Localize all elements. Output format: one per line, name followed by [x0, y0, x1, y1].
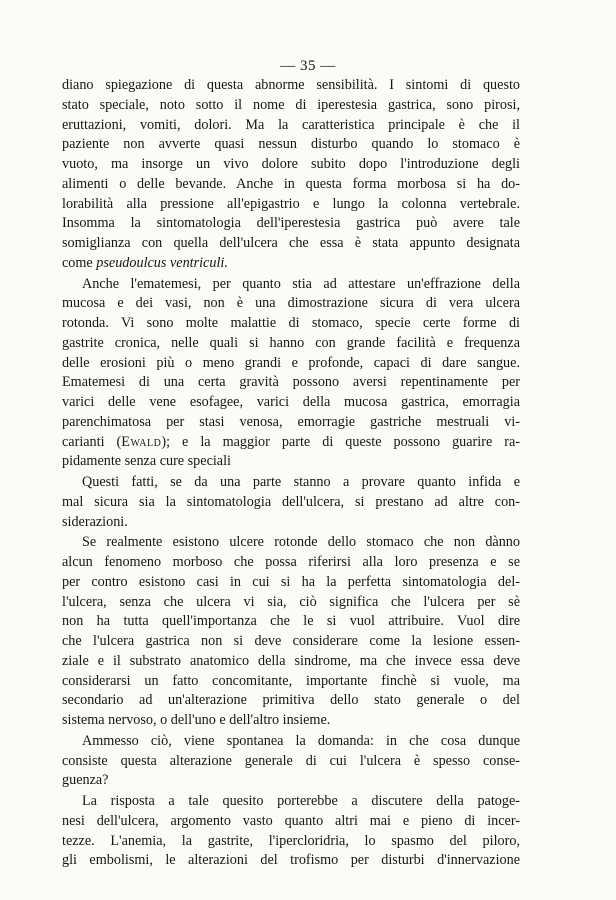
text-line: nesi dell'ulcera, argomento vasto quanto altri mai e pieno di incer- — [62, 812, 520, 829]
page-number: — 35 — — [280, 58, 336, 74]
text-line: varici delle vene esofagee, varici della mucosa gastrica, emorragia — [62, 394, 520, 410]
text-line: per contro esistono casi in cui si ha la perfetta sintomatologia del- — [62, 573, 520, 590]
text-line: alimenti o delle bevande. Anche in questa forma morbosa si ha do- — [62, 175, 520, 192]
text-line: guenza? — [62, 772, 109, 789]
text-line: paziente non avverte quasi nessun disturbo quando lo stomaco è — [62, 136, 520, 153]
text-line: ziale e il substrato anatomico della sindrome, ma che invece essa deve — [62, 652, 520, 669]
text-line: rotonda. Vi sono molte malattie di stomaco, specie certe forme di — [62, 315, 520, 331]
text-line: secondario ad un'alterazione primitiva dello stato generale o del — [62, 692, 520, 709]
text-run: carianti ( — [62, 433, 122, 450]
text-line: consiste questa alterazione generale di cui l'ulcera è spesso conse- — [62, 752, 520, 769]
text-line: eruttazioni, vomiti, dolori. Ma la caratteristica principale è che il — [62, 116, 520, 133]
paragraph-start: Ammesso ciò, viene spontanea la domanda: in che cosa dunque — [82, 732, 520, 749]
text-line: Ematemesi di una certa gravità possono aversi repentinamente per — [62, 374, 520, 391]
text-line: che l'ulcera gastrica non si deve considerare come la lesione essen- — [62, 633, 520, 649]
text-line: l'ulcera, senza che ulcera vi sia, ciò significa che l'ulcera per sè — [62, 593, 520, 610]
text-run: come — [62, 254, 97, 271]
text-line: sistema nervoso, o dell'uno e dell'altro insieme. — [62, 712, 331, 728]
text-line: vuoto, ma insorge un vivo dolore subito dopo l'introduzione degli — [62, 156, 520, 172]
text-line: lorabilità alla pressione all'epigastrio e lungo la colonna vertebrale. — [62, 195, 520, 212]
text-line: siderazioni. — [62, 513, 128, 530]
text-line: pidamente senza cure speciali — [62, 453, 231, 470]
text-line: considerarsi un fatto concomitante, importante finchè si vuole, ma — [62, 672, 520, 689]
text-line: tezze. L'anemia, la gastrite, l'ipercloridria, lo spasmo del piloro, — [62, 832, 520, 849]
text-line: Insomma la sintomatologia dell'iperestesia gastrica può avere tale — [62, 215, 520, 232]
text-line: gastrite cronica, nelle quali si hanno con grande facilità e frequenza — [62, 334, 520, 351]
paragraph-start: Anche l'ematemesi, per quanto stia ad attestare un'effrazione della — [82, 275, 520, 292]
text-line: mucosa e dei vasi, non è una dimostrazione sicura di vera ulcera — [62, 295, 520, 312]
text-line: stato speciale, noto sotto il nome di iperestesia gastrica, sono pirosi, — [62, 96, 520, 113]
text-line — [62, 254, 520, 274]
text-line: diano spiegazione di questa abnorme sensibilità. I sintomi di questo — [62, 77, 520, 93]
text-line: delle erosioni più o meno grandi e profonde, capaci di dare sangue. — [62, 354, 520, 371]
paragraph-start: Se realmente esistono ulcere rotonde dello stomaco che non dànno — [82, 534, 520, 551]
paragraph-start: Questi fatti, se da una parte stanno a provare quanto infida e — [82, 474, 520, 490]
text-line: parenchimatosa per stasi venosa, emorragie gastriche mestruali vi- — [62, 413, 520, 430]
paragraph-start: La risposta a tale quesito porterebbe a discutere della patoge- — [82, 793, 520, 809]
text-line: alcun fenomeno morboso che possa riferirsi alla loro presenza e se — [62, 554, 520, 570]
text-line: mal sicura sia la sintomatologia dell'ulcera, si prestano ad altre con- — [62, 493, 520, 510]
text-line: somiglianza con quella dell'ulcera che essa è stata appunto designata — [62, 235, 520, 251]
text-run: ); e la maggior parte di queste possono guarire ra- — [161, 433, 521, 450]
text-line: non ha tutta quell'importanza che le si vuol attribuire. Vuol dire — [62, 613, 520, 630]
text-line — [62, 433, 520, 453]
author-name: Ewald — [121, 433, 162, 450]
italic-term: pseudoulcus ventriculi. — [96, 254, 228, 271]
body-text — [62, 76, 520, 871]
text-line: gli embolismi, le alterazioni del trofismo per disturbi d'innervazione — [62, 852, 520, 869]
